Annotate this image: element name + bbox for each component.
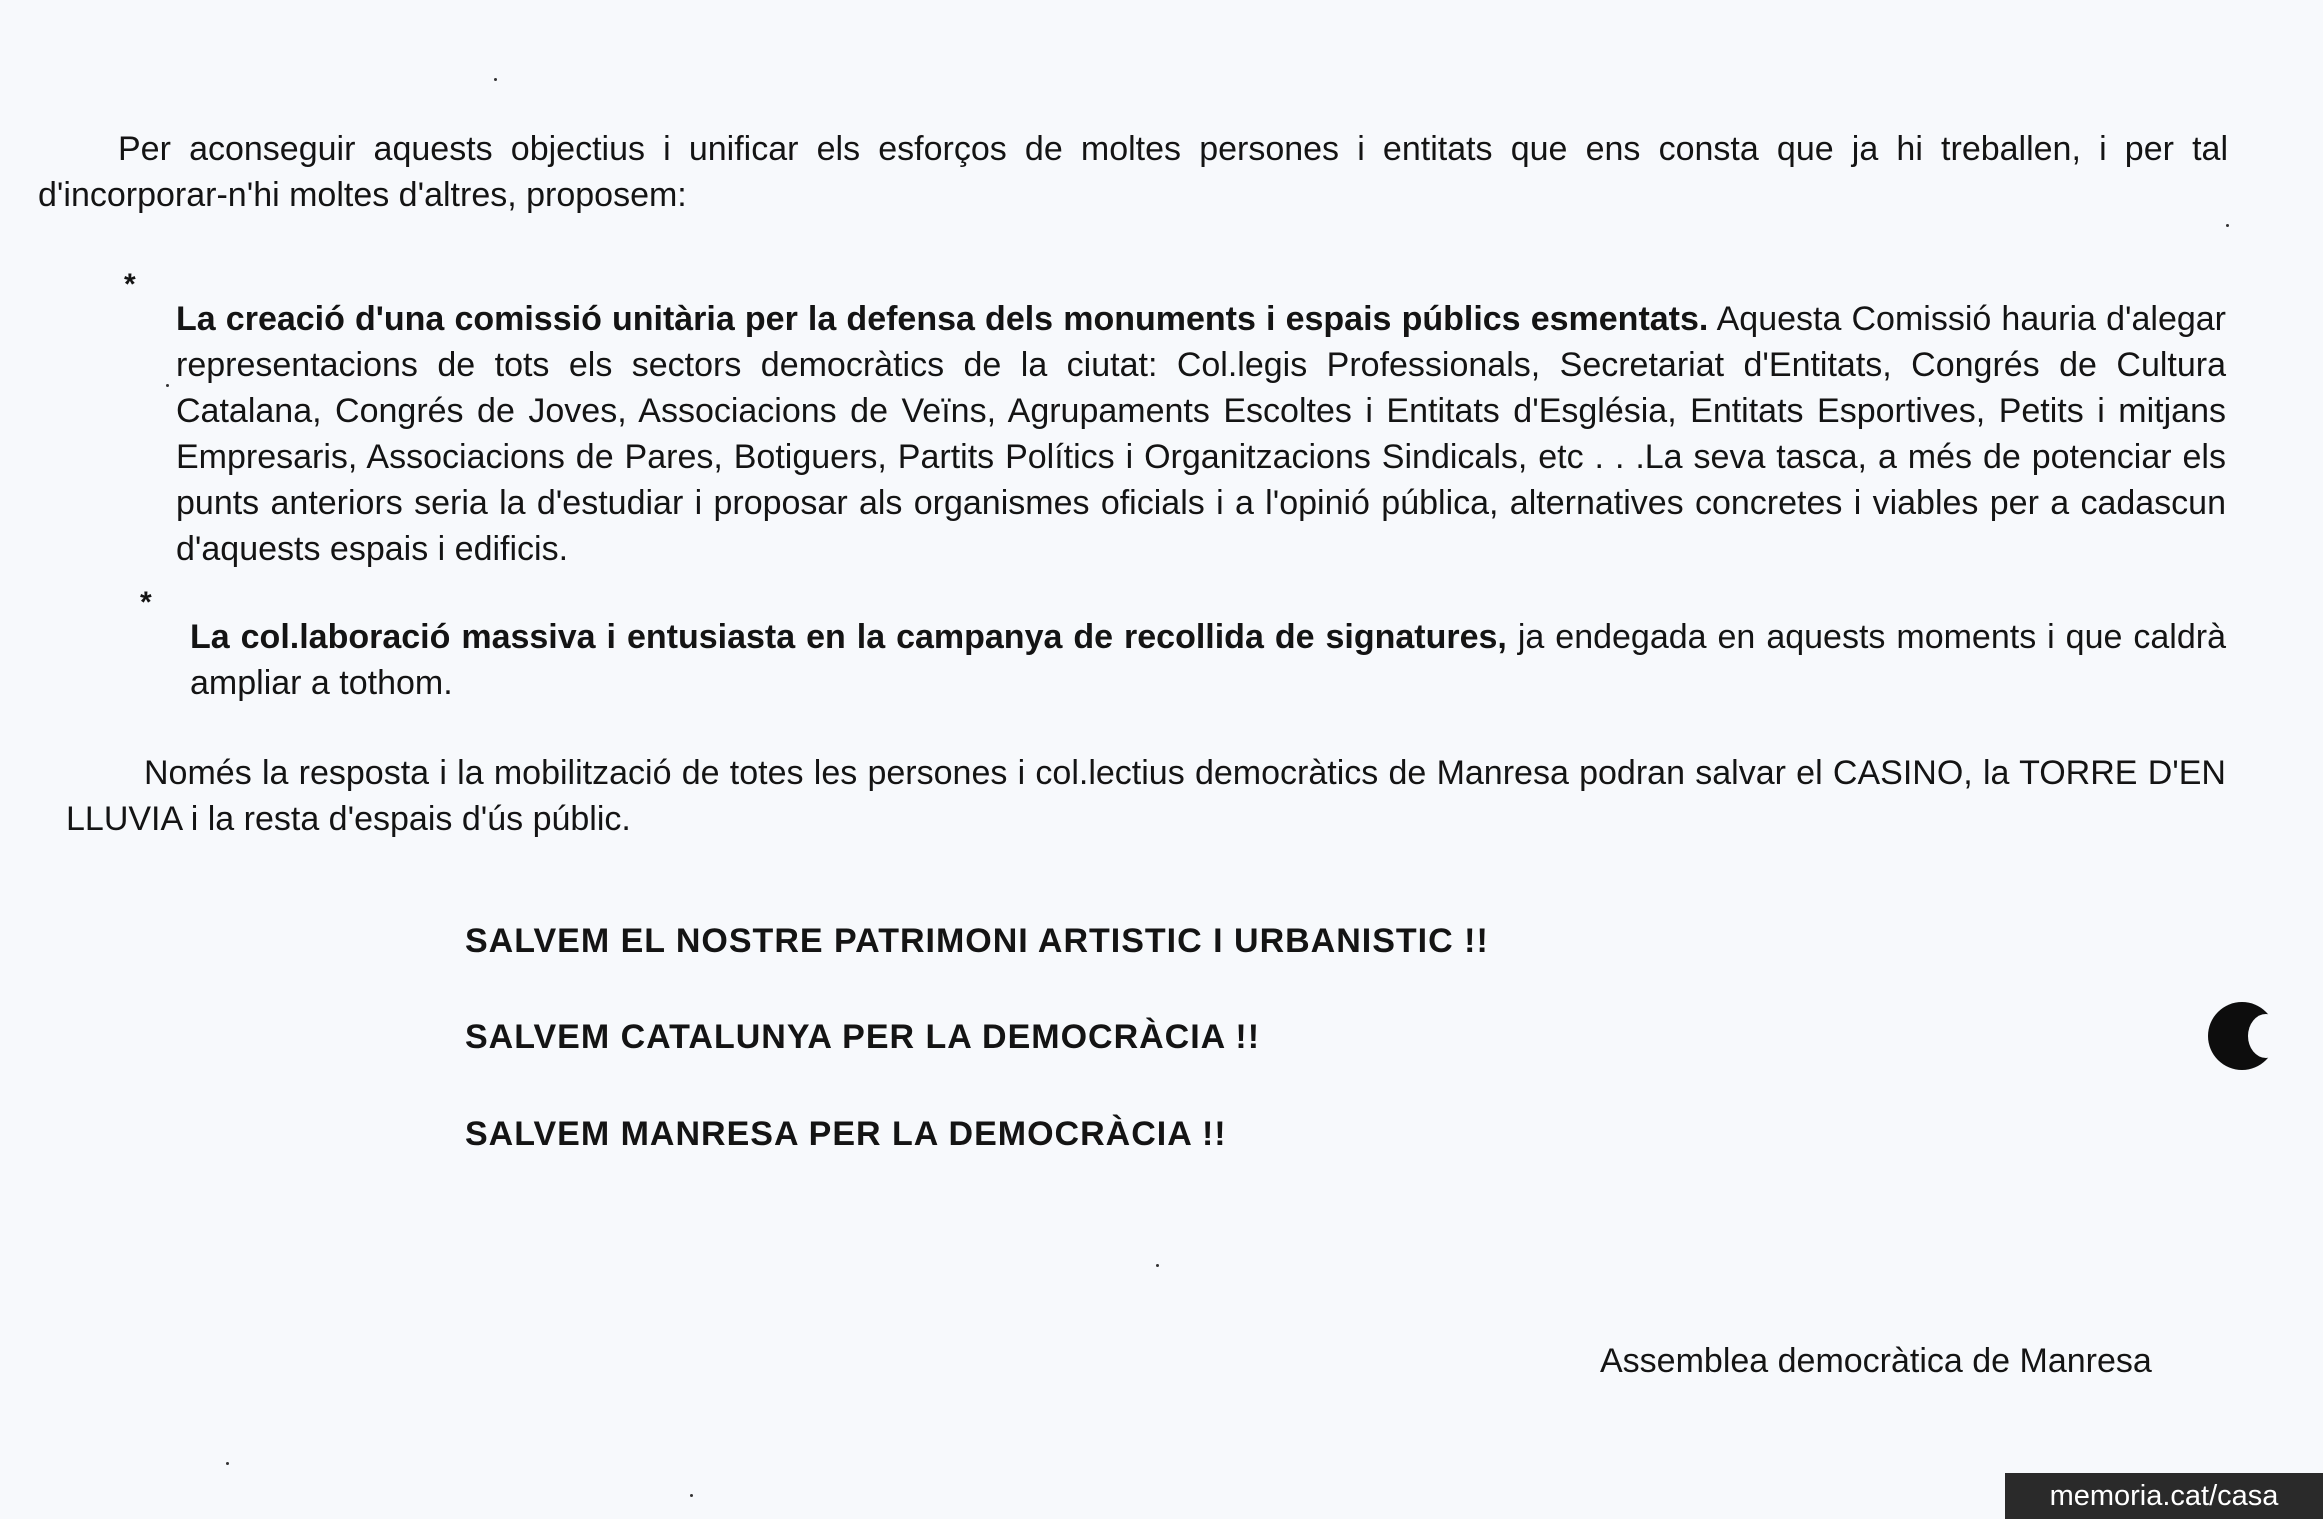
- scan-speck: [494, 78, 497, 81]
- intro-paragraph: Per aconseguir aquests objectius i unificar els esforços de moltes persones i entitats que ens consta que ja hi treballen, i per tal d'incorporar-n'hi moltes d'altres, proposem:: [38, 130, 2228, 214]
- proposal-commission: [176, 296, 2226, 572]
- scan-speck: [1156, 1264, 1159, 1267]
- scan-speck: [166, 384, 169, 387]
- slogan-manresa: SALVEM MANRESA PER LA DEMOCRÀCIA !!: [465, 1115, 1227, 1153]
- closing-paragraph: Només la resposta i la mobilització de totes les persones i col.lectius democràtics de Manresa podran salvar el CASINO, la TORRE D'EN LLUVIA i la resta d'espais d'ús públic.: [66, 754, 2226, 838]
- proposal-signatures: [190, 614, 2226, 706]
- slogan-patrimoni: SALVEM EL NOSTRE PATRIMONI ARTISTIC I URBANISTIC !!: [465, 922, 1489, 960]
- scan-speck: [2226, 224, 2229, 227]
- signature: Assemblea democràtica de Manresa: [1600, 1342, 2152, 1380]
- punch-hole-highlight: [2248, 1014, 2284, 1058]
- slogan-catalunya: SALVEM CATALUNYA PER LA DEMOCRÀCIA !!: [465, 1018, 1261, 1056]
- scan-speck: [690, 1494, 693, 1497]
- proposal-signatures-heading: La col.laboració massiva i entusiasta en la campanya de recollida de signatures,: [190, 618, 1507, 656]
- scan-speck: [226, 1462, 229, 1465]
- proposal-commission-body: Aquesta Comissió hauria d'alegar representacions de tots els sectors democràtics de la ciutat: Col.legis Professionals, Secretariat d'Entitats, Congrés de Cultura Catalana, Congrés de Joves, Associacions de Veïns, Agrupaments Escoltes i Entitats d'Església, Entitats Esportives, Petits i mitjans Empresaris, Associacions de Pares, Botiguers, Partits Polítics i Organitzacions Sindicals, etc . . .La seva tasca, a més de potenciar els punts anteriors seria la d'estudiar i proposar als organismes oficials i a l'opinió pública, alternatives concretes i viables per a cadascun d'aquests espais i edificis.: [176, 300, 2226, 568]
- proposal-signatures-body: ja endegada en aquests moments i que caldrà ampliar a tothom.: [190, 618, 2226, 702]
- proposal-commission-heading: La creació d'una comissió unitària per la defensa dels monuments i espais públics esmentats.: [176, 300, 1709, 338]
- bullet-marker: *: [140, 586, 152, 619]
- bullet-marker: *: [124, 268, 136, 301]
- watermark-label: memoria.cat/casa: [2005, 1473, 2323, 1519]
